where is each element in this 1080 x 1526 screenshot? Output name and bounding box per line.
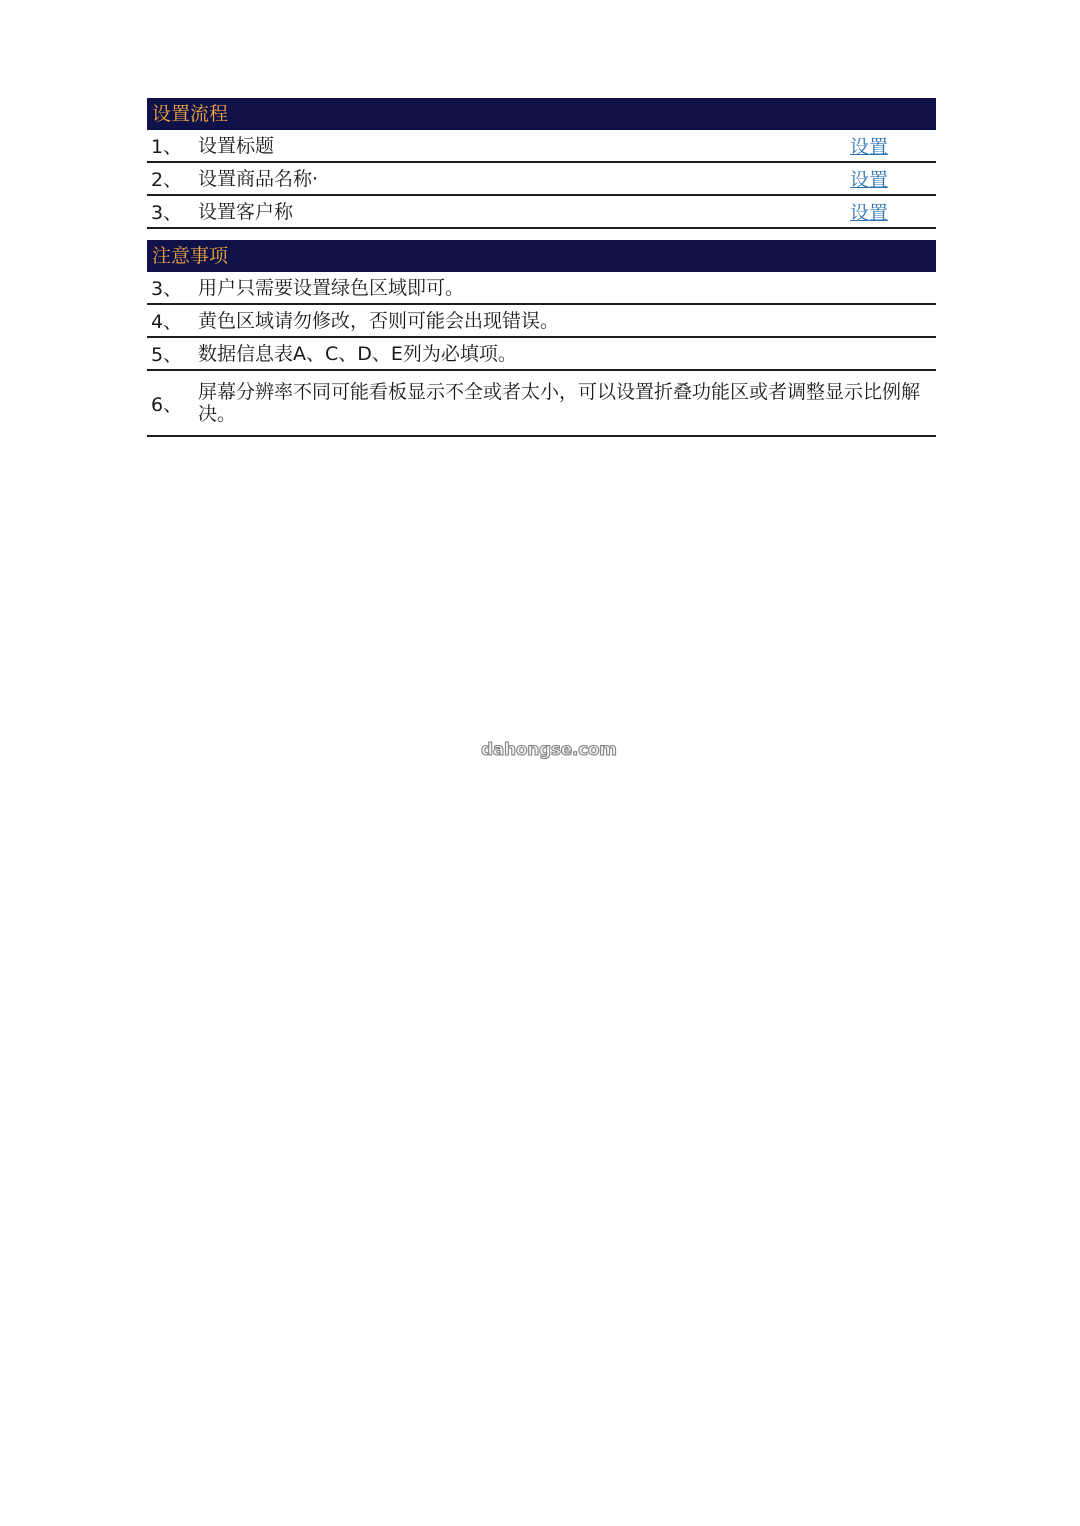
setup-product-name-link[interactable]: 设置 [850, 169, 889, 191]
row-text: 屏幕分辨率不同可能看板显示不全或者太小，可以设置折叠功能区或者调整显示比例解决。 [198, 381, 921, 425]
notes-section-header: 注意事项 [147, 240, 936, 272]
section-gap [147, 229, 936, 240]
note-row [147, 338, 936, 371]
note-row [147, 371, 936, 437]
watermark-text: dahongse.com [481, 740, 617, 760]
row-number: 6、 [151, 393, 183, 416]
row-text: 设置标题 [198, 134, 275, 157]
setup-section-header: 设置流程 [147, 98, 936, 130]
setup-row [147, 130, 936, 163]
row-text: 数据信息表A、C、D、E列为必填项。 [198, 342, 517, 365]
note-row [147, 272, 936, 305]
row-number: 4、 [151, 311, 183, 333]
row-text: 黄色区域请勿修改，否则可能会出现错误。 [198, 309, 560, 332]
row-text: 设置商品名称· [198, 167, 319, 190]
row-text: 设置客户称 [198, 200, 294, 223]
note-row [147, 305, 936, 338]
row-text: 用户只需要设置绿色区域即可。 [198, 276, 465, 299]
row-number: 5、 [151, 344, 183, 366]
setup-title-link[interactable]: 设置 [850, 136, 889, 158]
row-number: 3、 [151, 278, 183, 300]
setup-row [147, 163, 936, 196]
setup-customer-name-link[interactable]: 设置 [850, 202, 889, 224]
setup-row [147, 196, 936, 229]
sheet [147, 98, 936, 437]
row-number: 3、 [151, 202, 183, 224]
row-number: 1、 [151, 136, 183, 158]
row-number: 2、 [151, 169, 183, 191]
